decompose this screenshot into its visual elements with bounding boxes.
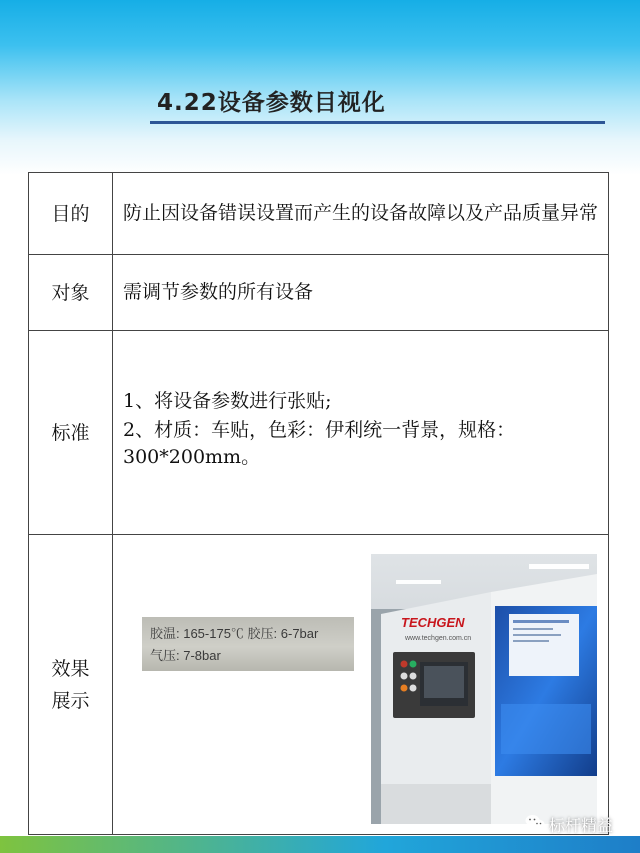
row-label-object: 对象 (29, 255, 113, 331)
standard-line-1: 1、将设备参数进行张贴; (123, 390, 332, 412)
row-content-purpose: 防止因设备错误设置而产生的设备故障以及产品质量异常 (113, 173, 609, 255)
row-label-purpose: 目的 (29, 173, 113, 255)
row-label-standard: 标准 (29, 331, 113, 535)
machine-url-text: www.techgen.com.cn (405, 634, 472, 642)
title-underline (150, 121, 605, 124)
watermark (525, 812, 613, 836)
machine-illustration (371, 554, 597, 824)
standard-line-2: 2、材质：车贴，色彩：伊利统一背景，规格：300*200mm。 (123, 419, 516, 468)
watermark-text: 标杆精益 (549, 815, 614, 835)
parameter-label-photo (142, 617, 354, 671)
wechat-icon (525, 814, 545, 834)
parameter-tag-line-2: 气压: 7-8bar (150, 647, 221, 663)
slide-title: 4.22设备参数目视化 (157, 90, 386, 116)
standard-table (28, 172, 609, 835)
table-row (29, 173, 609, 255)
table-row (29, 331, 609, 535)
row-label-effect: 效果展示 (29, 535, 113, 835)
row-content-standard (113, 331, 609, 535)
machine-photo (371, 554, 597, 824)
table-row (29, 535, 609, 835)
table-row (29, 255, 609, 331)
row-content-effect (113, 535, 609, 835)
bottom-decor-band (0, 836, 640, 853)
row-content-object: 需调节参数的所有设备 (113, 255, 609, 331)
machine-brand-text: TECHGEN (401, 614, 465, 630)
effect-display (113, 536, 608, 834)
parameter-tag-line-1: 胶温: 165-175℃ 胶压: 6-7bar (150, 625, 319, 641)
